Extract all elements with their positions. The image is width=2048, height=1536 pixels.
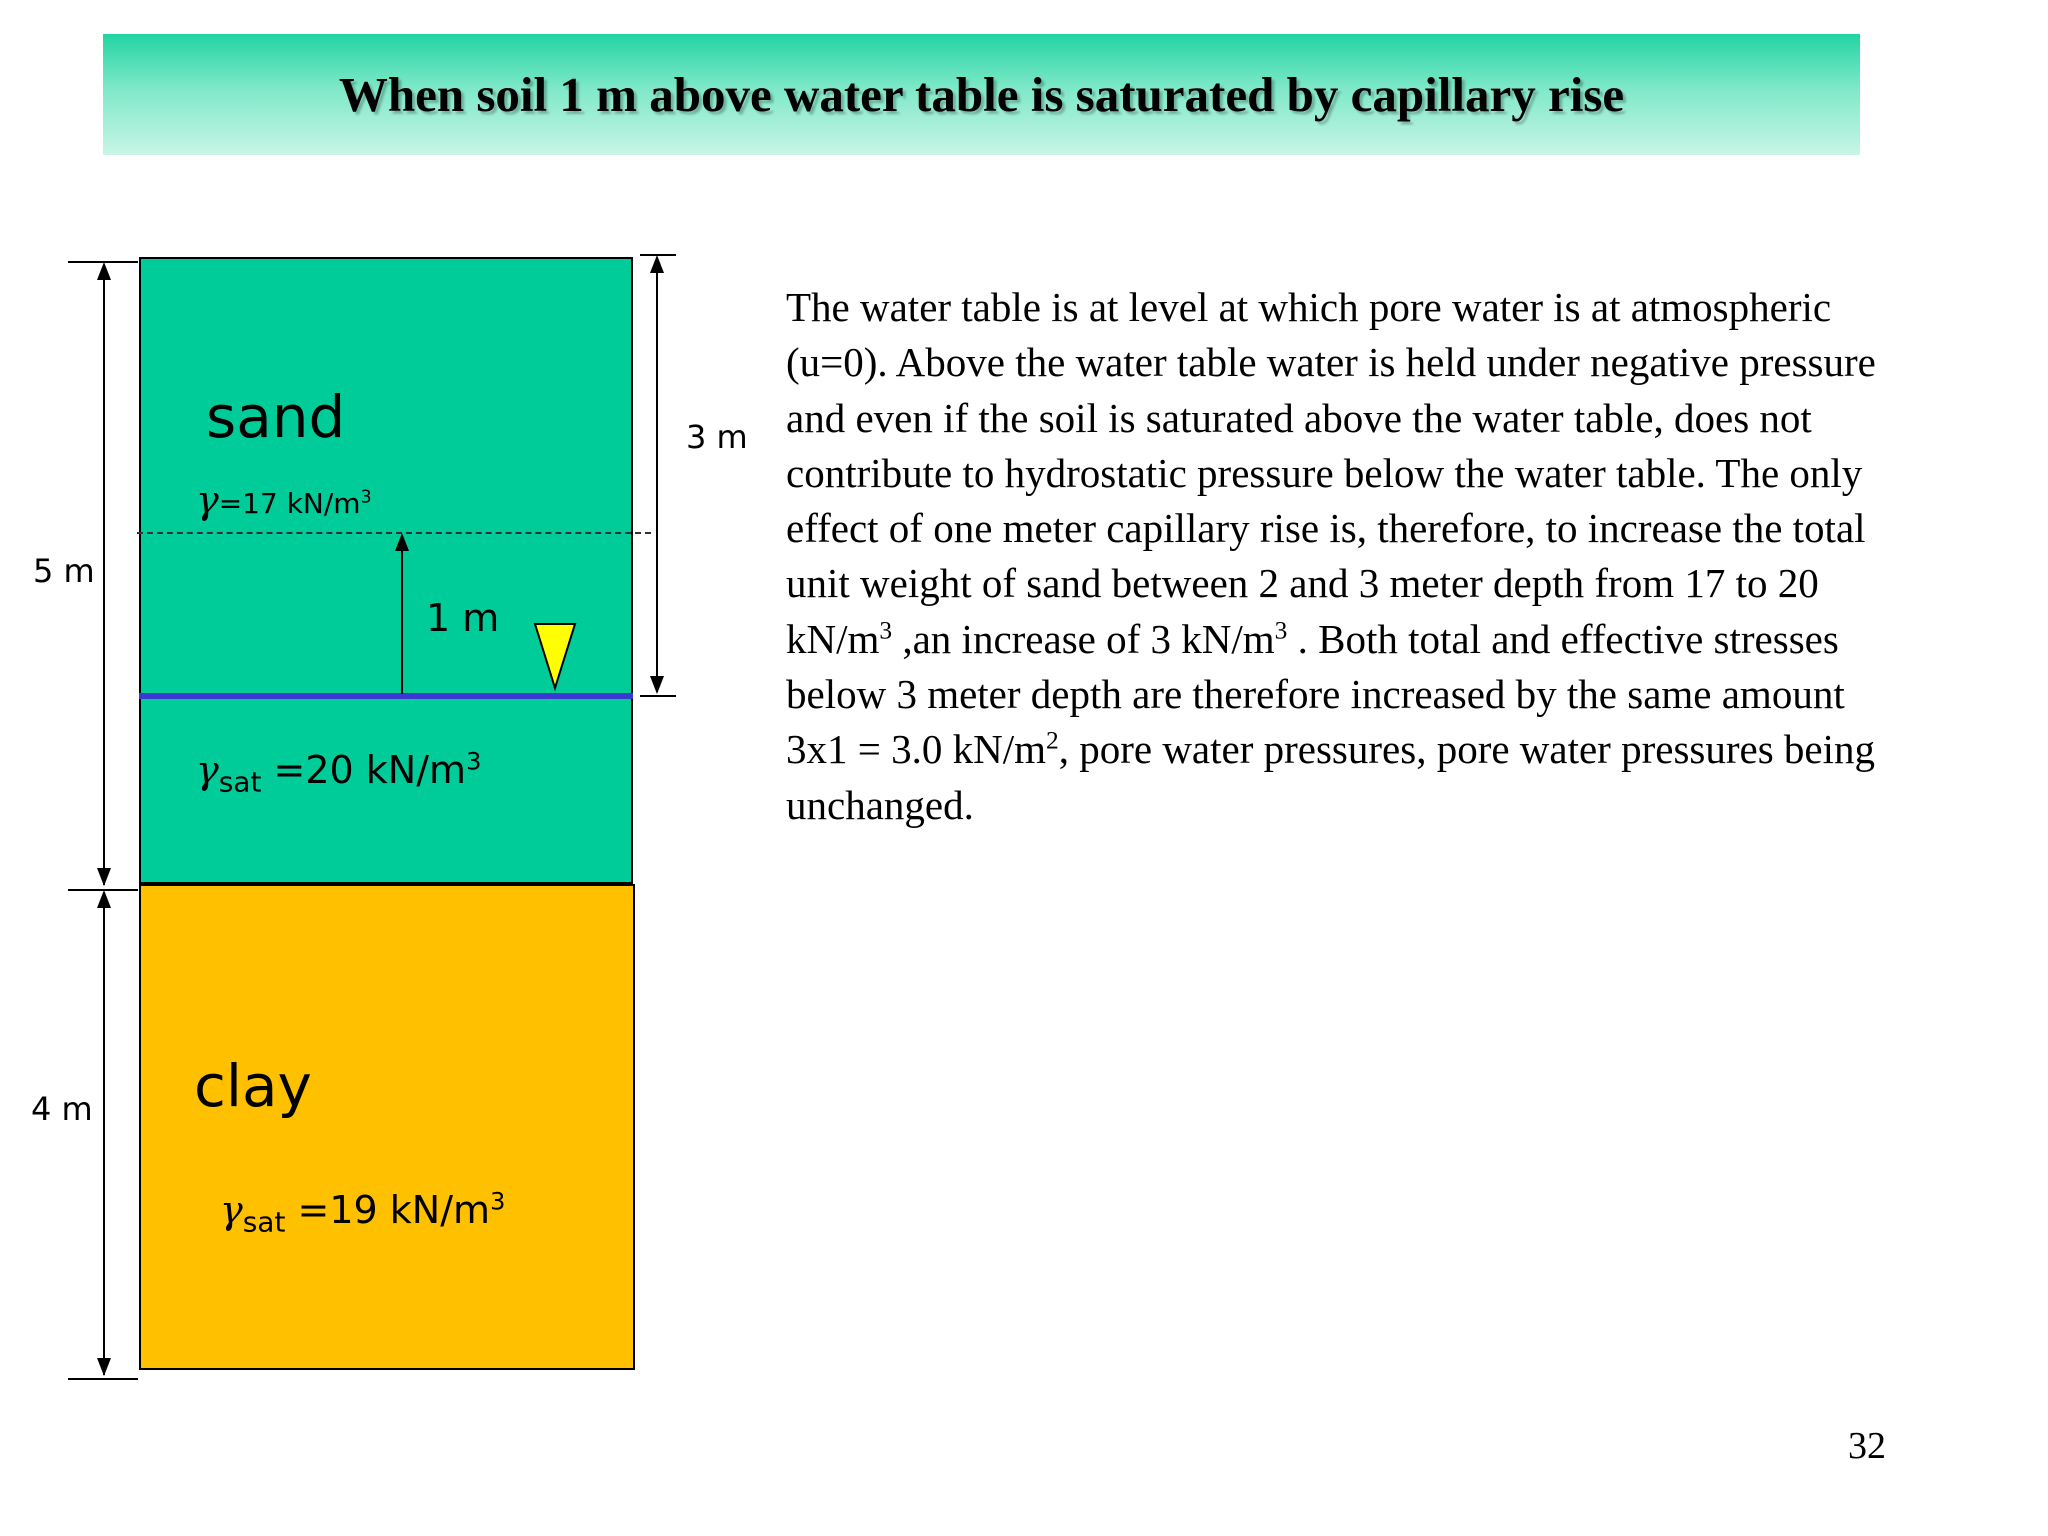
- water-table-triangle-icon: [532, 622, 578, 692]
- sand-saturated-unit-weight: [196, 747, 482, 799]
- clay-gamma-sat-exp: 3: [490, 1187, 506, 1216]
- clay-thickness-label: 4 m: [31, 1090, 93, 1128]
- page-number: 32: [1848, 1425, 1886, 1467]
- gamma-sat-sub: sat: [218, 765, 262, 799]
- explanation-paragraph: [786, 280, 1906, 833]
- paragraph-part-1: The water table is at level at which pore water is at atmospheric (u=0). Above the water table water is held under negative pressure and even if the soil is saturated above the water table, does not contribute to hydrostatic pressure below the water table. The only effect of one meter capillary rise is, therefore, to increase the total unit weight of sand between 2 and 3 meter depth from 17 to 20 kN/m: [786, 284, 1876, 662]
- clay-layer: [139, 884, 635, 1370]
- gamma-sat-sub: sat: [242, 1205, 286, 1239]
- capillary-rise-label: 1 m: [426, 596, 500, 640]
- sand-unit-weight: [196, 478, 372, 522]
- water-table-line: [139, 693, 633, 699]
- sand-gamma-sat-exp: 3: [466, 747, 482, 776]
- sand-gamma-sat-value: =20 kN/m: [261, 748, 467, 792]
- sand-gamma-value: =17 kN/m: [218, 487, 361, 520]
- paragraph-part-3: . Both total and effective stresses below 3 meter depth are therefore increased by the same amount 3x1 = 3.0 kN/m: [786, 615, 1845, 773]
- paragraph-part-4: , pore water pressures, pore water pressures being unchanged.: [786, 726, 1875, 828]
- gamma-sat-symbol: γ: [220, 1188, 243, 1232]
- paragraph-exp-1: 3: [879, 616, 893, 645]
- sand-thickness-label: 5 m: [33, 552, 95, 590]
- title-bar: [103, 34, 1860, 155]
- capillary-top-line: [137, 532, 651, 534]
- clay-saturated-unit-weight: [220, 1187, 506, 1239]
- paragraph-part-2: ,an increase of 3 kN/m: [892, 615, 1275, 662]
- clay-gamma-sat-value: =19 kN/m: [285, 1188, 491, 1232]
- sand-label: sand: [206, 383, 346, 451]
- gamma-sat-symbol: γ: [196, 748, 219, 792]
- slide-title: When soil 1 m above water table is saturated by capillary rise: [338, 67, 1625, 122]
- water-table-depth-label: 3 m: [686, 418, 748, 456]
- clay-label: clay: [194, 1052, 312, 1120]
- paragraph-exp-2: 3: [1274, 616, 1288, 645]
- paragraph-exp-3: 2: [1046, 726, 1059, 755]
- gamma-symbol: γ: [196, 478, 219, 522]
- sand-gamma-exp: 3: [360, 487, 372, 508]
